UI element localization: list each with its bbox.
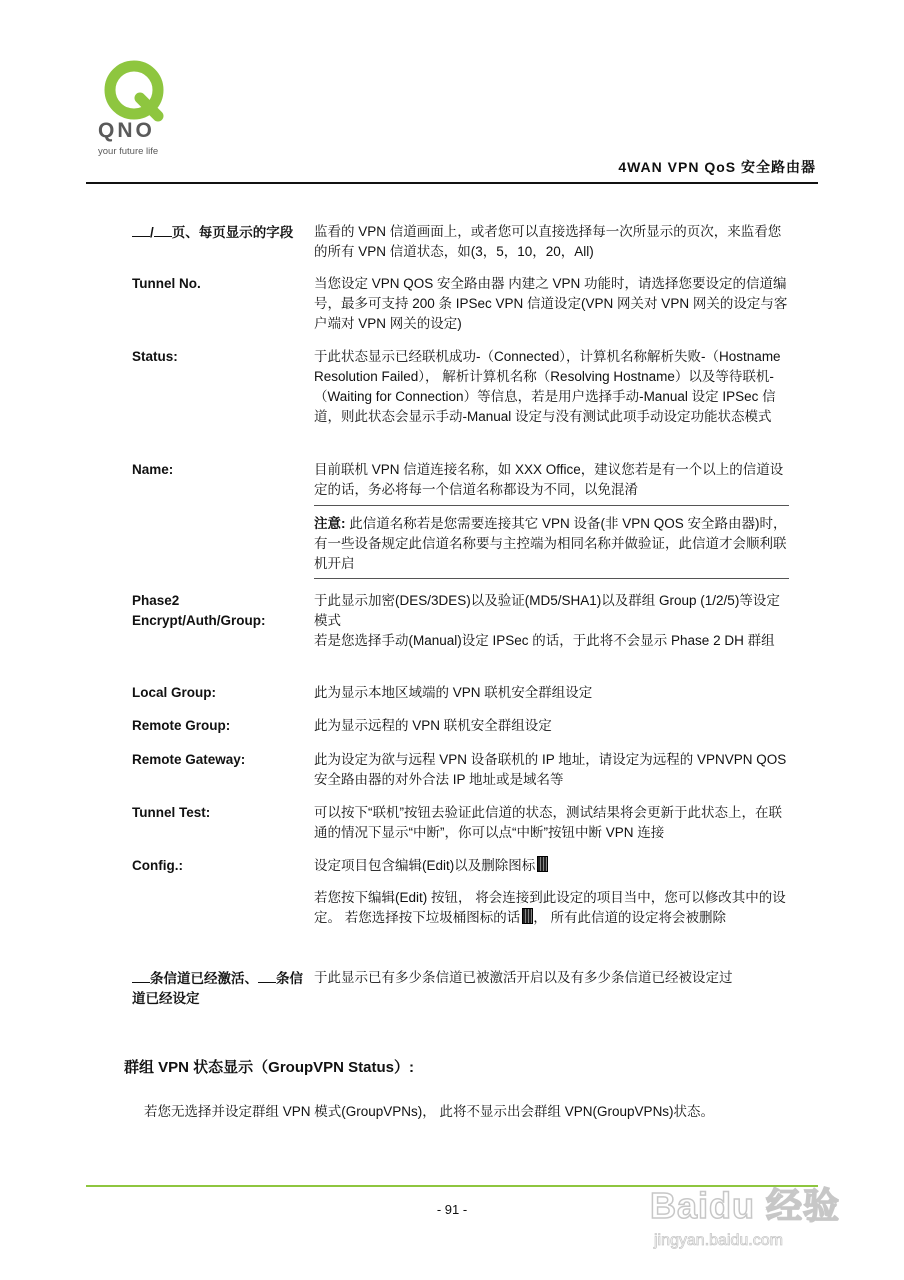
- logo-text: QNO: [98, 119, 155, 142]
- term-remote-gateway: Remote Gateway:: [132, 752, 246, 767]
- page-number: - 91 -: [436, 1202, 468, 1217]
- desc-remote-group: 此为显示远程的 VPN 联机安全群组设定: [314, 718, 552, 733]
- desc-phase2: [314, 591, 789, 651]
- baidu-watermark: [650, 1160, 850, 1270]
- desc-page-display: 监看的 VPN 信道画面上，或者您可以直接选择每一次所显示的页次，来监看您的所有 VPN 信道状态，如(3，5，10，20，All): [314, 224, 782, 259]
- desc-phase2-line2: 若是您选择手动(Manual)设定 IPSec 的话，于此将不会显示 Phase 2 DH 群组: [314, 633, 775, 648]
- blank-underline: [132, 222, 150, 237]
- term-remote-group: Remote Group:: [132, 718, 231, 733]
- term-phase2: Phase2 Encrypt/Auth/Group:: [132, 593, 266, 628]
- note-label: 注意:: [314, 516, 346, 531]
- section-title: 群组 VPN 状态显示（GroupVPN Status）:: [124, 1059, 415, 1076]
- term-status: Status:: [132, 349, 178, 364]
- term-local-group: Local Group:: [132, 685, 216, 700]
- desc-remote-gateway: 此为设定为欲与远程 VPN 设备联机的 IP 地址，请设定为远程的 VPNVPN QOS 安全路由器的对外合法 IP 地址或是域名等: [314, 752, 787, 787]
- desc-tunnel-counts: 于此显示已有多少条信道已被激活开启以及有多少条信道已经被设定过: [314, 970, 733, 985]
- desc-config-para2a: 若您按下编辑(Edit) 按钮， 将会连接到此设定的项目当中，您可以修改其中的设定。 若您选择按下垃圾桶图标的话: [314, 890, 786, 925]
- note-box: [314, 505, 789, 579]
- term-tunnel-test: Tunnel Test:: [132, 805, 211, 820]
- qno-logo: [96, 60, 176, 160]
- watermark-main: Baidu 经验: [650, 1185, 841, 1226]
- term-name: Name:: [132, 462, 174, 477]
- blank-underline: [258, 968, 276, 983]
- trash-icon: [522, 908, 533, 924]
- desc-name: 目前联机 VPN 信道连接名称，如 XXX Office，建议您若是有一个以上的信道设定的话，务必将每一个信道名称都设为不同，以免混淆: [314, 462, 784, 497]
- blank-underline: [132, 968, 150, 983]
- note-text: 此信道名称若是您需要连接其它 VPN 设备(非 VPN QOS 安全路由器)时，有一些设备规定此信道名称要与主控端为相同名称并做验证，此信道才会顺利联机开启: [314, 516, 787, 571]
- term-label: 页、每页显示的字段: [171, 225, 294, 240]
- desc-tunnel-test: 可以按下“联机”按钮去验证此信道的状态，测试结果将会更新于此状态上，在联通的情况下显示“中断”，你可以点“中断”按钮中断 VPN 连接: [314, 805, 782, 840]
- qno-logo-mark: [96, 60, 176, 160]
- term-tunnel-counts: [132, 968, 307, 1009]
- desc-config: [314, 856, 789, 928]
- term-config: Config.:: [132, 858, 183, 873]
- desc-config-line1: [314, 856, 789, 876]
- watermark-sub: jingyan.baidu.com: [654, 1232, 783, 1249]
- term-tunnel-no: Tunnel No.: [132, 276, 201, 291]
- header-divider: [86, 182, 818, 184]
- desc-config-para2: [314, 888, 789, 928]
- desc-tunnel-no: 当您设定 VPN QOS 安全路由器 内建之 VPN 功能时，请选择您要设定的信道编号，最多可支持 200 条 IPSec VPN 信道设定(VPN 网关对 VPN 网关的设定与客户端对 VPN 网关的设定): [314, 276, 788, 331]
- term-configured: 条信道已经设定: [132, 971, 303, 1006]
- desc-phase2-line1: 于此显示加密(DES/3DES)以及验证(MD5/SHA1)以及群组 Group (1/2/5)等设定模式: [314, 593, 780, 628]
- trash-icon: [537, 856, 548, 872]
- blank-underline: [154, 222, 172, 237]
- term-activated: 条信道已经激活、: [150, 971, 258, 986]
- desc-config-para2b: ， 所有此信道的设定将会被删除: [533, 910, 727, 925]
- header-title: 4WAN VPN QoS 安全路由器: [618, 159, 816, 175]
- term-page-display: [132, 222, 307, 243]
- section-body: 若您无选择并设定群组 VPN 模式(GroupVPNs)， 此将不显示出会群组 VPN(GroupVPNs)状态。: [144, 1104, 715, 1119]
- logo-tagline: your future life: [98, 146, 159, 157]
- desc-local-group: 此为显示本地区域端的 VPN 联机安全群组设定: [314, 685, 593, 700]
- desc-config-text: 设定项目包含编辑(Edit)以及删除图标: [314, 858, 536, 873]
- desc-status: 于此状态显示已经联机成功-（Connected），计算机名称解析失败-（Hostname Resolution Failed）， 解析计算机名称（Resolving Hostname）以及等待联机-（Waiting for Connection）等信息，若是用户选择手动-Manual 设定 IPSec 信道，则此状态会显示手动-Manual 设定与没有测试此项手动设定功能状态模式: [314, 349, 781, 424]
- term-slash: /: [150, 225, 154, 240]
